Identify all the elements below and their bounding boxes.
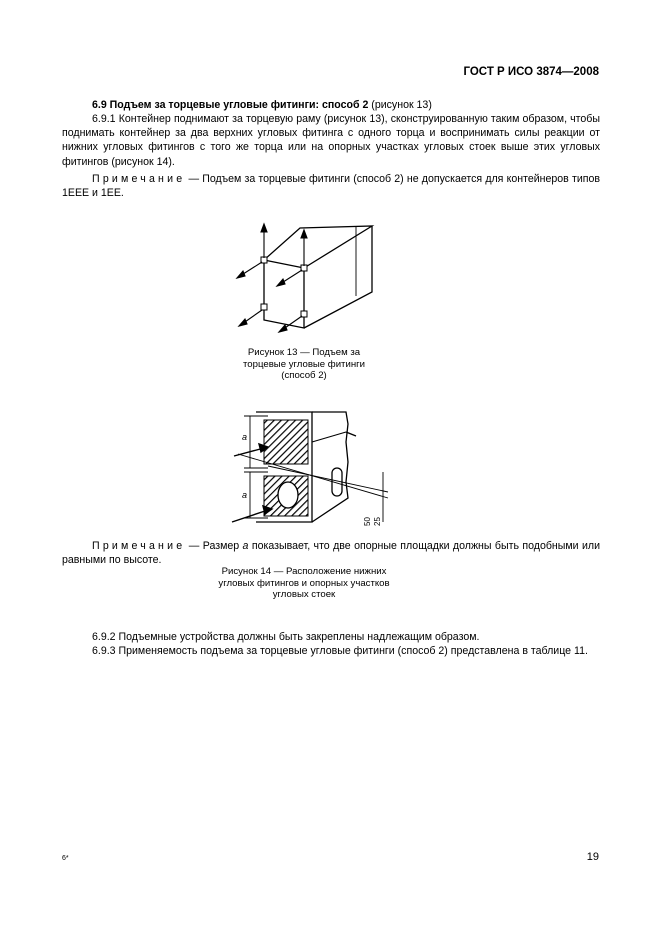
figure-14-drawing	[228, 402, 398, 530]
upper-support-area-hatched	[264, 420, 308, 464]
figure-14-caption: Рисунок 14 — Расположение нижних угловых фитингов и опорных участков угловых стоек	[218, 566, 390, 600]
note-1-text: — Подъем за торцевые фитинги (способ 2) не допускается для контейнеров типов 1EEE и 1EE.	[62, 173, 600, 200]
dimension-50: 50	[363, 517, 372, 526]
dimension-25: 25	[373, 517, 382, 526]
paragraph-6-9-3: 6.9.3 Применяемость подъема за торцевые угловые фитинги (способ 2) представлена в таблице 11.	[92, 645, 588, 657]
section-heading-ref: (рисунок 13)	[368, 99, 432, 111]
note-2-label: Примечание	[92, 540, 186, 552]
note-2: Примечание — Размер a показывает, что две опорные площадки должны быть подобными или равными по высоте.	[62, 540, 600, 567]
note-2-dimension: a	[242, 540, 249, 552]
force-arrow-upper	[234, 448, 264, 456]
paragraph-6-9-1: 6.9.1 Контейнер поднимают за торцевую раму (рисунок 13), сконструированную таким образом, чтобы поднимать контейнер за два верхних угловых фитинга с одного торца и воспринимать силы реакции от нижних угловых фитингов с того же торца или на опорных участках угловых стоек выше этих угловых фитингов (рисунок 14).	[62, 113, 600, 168]
standard-designation: ГОСТ Р ИСО 3874—2008	[463, 66, 599, 78]
corner-fitting-bottom-left	[261, 304, 267, 310]
figure-13-drawing	[228, 212, 388, 342]
section-heading	[62, 98, 600, 112]
container-side-face	[304, 226, 372, 328]
fitting-aperture	[278, 482, 298, 508]
container-front-face	[264, 260, 304, 328]
figure-13-caption: Рисунок 13 — Подъем за торцевые угловые фитинги (способ 2)	[243, 347, 365, 381]
dimension-a-upper: a	[242, 432, 248, 442]
note-1	[62, 172, 600, 200]
section-heading-bold: 6.9 Подъем за торцевые угловые фитинги: способ 2	[92, 99, 369, 111]
sheet-signature: 6*	[62, 855, 69, 862]
paragraph-6-9-2: 6.9.2 Подъемные устройства должны быть закреплены надлежащим образом.	[92, 631, 480, 643]
dimension-a-lower: a	[242, 490, 248, 500]
page-number: 19	[586, 851, 599, 863]
note-1-label: Примечание	[92, 173, 186, 185]
